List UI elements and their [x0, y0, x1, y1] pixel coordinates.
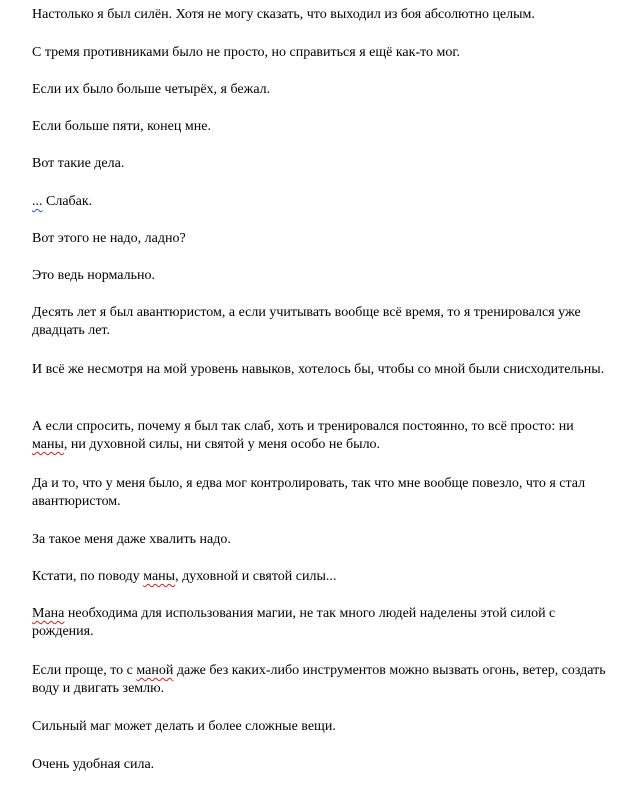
paragraph-text: необходима для использования магии, не так много людей наделены этой силой с рождения.	[32, 606, 556, 639]
paragraph-text: Если их было больше четырёх, я бежал.	[32, 82, 271, 97]
spelling-error[interactable]: маной	[136, 663, 174, 678]
paragraph	[32, 531, 612, 549]
paragraph	[32, 662, 612, 698]
paragraph-text: даже без каких-либо инструментов можно вызвать огонь, ветер, создать воду и двигать землю.	[32, 663, 606, 696]
paragraph-text: Очень удобная сила.	[32, 757, 155, 772]
paragraph	[32, 418, 612, 454]
paragraph	[32, 475, 612, 511]
spelling-error[interactable]: маны	[32, 437, 64, 452]
paragraph	[32, 361, 612, 379]
paragraph-text: И всё же несмотря на мой уровень навыков, хотелось бы, чтобы со мной были снисходительны.	[32, 362, 605, 377]
paragraph-text: С тремя противниками было не просто, но справиться я ещё как-то мог.	[32, 45, 461, 60]
paragraph	[32, 568, 612, 586]
spelling-error[interactable]: Мана	[32, 606, 65, 621]
paragraph-text: Это ведь нормально.	[32, 268, 155, 283]
paragraph	[32, 304, 612, 340]
paragraph	[32, 718, 612, 736]
paragraph-text: Вот этого не надо, ладно?	[32, 231, 186, 246]
paragraph	[32, 44, 612, 62]
paragraph-text: Настолько я был силён. Хотя не могу сказать, что выходил из боя абсолютно целым.	[32, 7, 535, 22]
paragraph	[32, 193, 612, 211]
paragraph-text: Сильный маг может делать и более сложные вещи.	[32, 719, 336, 734]
paragraph-text: , духовной и святой силы...	[175, 569, 337, 584]
paragraph	[32, 230, 612, 248]
paragraph	[32, 756, 612, 774]
paragraph-text: Вот такие дела.	[32, 156, 125, 171]
paragraph-text: Слабак.	[42, 194, 93, 209]
paragraph-text: Десять лет я был авантюристом, а если учитывать вообще всё время, то я тренировался уже двадцать лет.	[32, 305, 581, 338]
paragraph	[32, 6, 612, 24]
paragraph-text: Да и то, что у меня было, я едва мог контролировать, так что мне вообще повезло, что я стал авантюристом.	[32, 476, 586, 509]
grammar-mark[interactable]: ...	[32, 194, 43, 209]
paragraph	[32, 605, 612, 641]
paragraph-text: Если больше пяти, конец мне.	[32, 119, 211, 134]
paragraph-text: А если спросить, почему я был так слаб, хоть и тренировался постоянно, то всё просто: ни	[32, 419, 574, 434]
paragraph	[32, 81, 612, 99]
paragraph	[32, 155, 612, 173]
paragraph	[32, 267, 612, 285]
paragraph-text: Кстати, по поводу	[32, 569, 144, 584]
paragraph-text: , ни духовной силы, ни святой у меня особо не было.	[63, 437, 381, 452]
paragraph-text: За такое меня даже хвалить надо.	[32, 532, 231, 547]
spelling-error[interactable]: маны	[143, 569, 176, 584]
paragraph-text: Если проще, то с	[32, 663, 137, 678]
paragraph	[32, 118, 612, 136]
